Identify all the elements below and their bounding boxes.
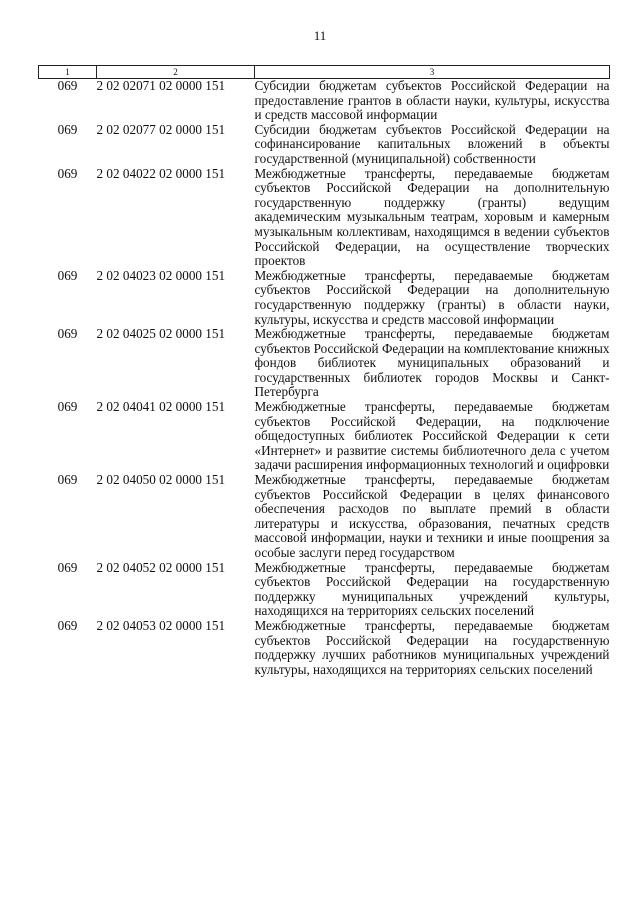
revenue-code-cell: 2 02 04022 02 0000 151 [96, 165, 226, 181]
admin-code-cell: 069 [57, 267, 78, 283]
table-row [39, 167, 610, 269]
revenue-code-cell: 2 02 04050 02 0000 151 [96, 472, 226, 488]
revenue-code-cell: 2 02 04052 02 0000 151 [96, 559, 226, 575]
admin-code-cell: 069 [57, 559, 78, 575]
table-row [39, 619, 610, 677]
description-cell: Межбюджетные трансферты, передаваемые бюджетам субъектов Российской Федерации на дополнительную государственную поддержку (гранты) в области науки, культуры, искусства и средств массовой информации [254, 267, 610, 327]
table-row [39, 269, 610, 327]
column-header-2: 2 [97, 66, 255, 79]
page-number: 11 [313, 28, 327, 43]
table-row [39, 79, 610, 123]
description-cell: Субсидии бюджетам субъектов Российской Федерации на софинансирование капитальных вложений в объекты государственной (муниципальной) собственности [254, 121, 610, 166]
description-cell: Субсидии бюджетам субъектов Российской Федерации на предоставление грантов в области науки, культуры, искусства и средств массовой информации [254, 78, 610, 123]
description-cell: Межбюджетные трансферты, передаваемые бюджетам субъектов Российской Федерации на государственную поддержку лучших работников муниципальных учреждений культуры, находящихся на территориях сельских поселений [254, 617, 610, 677]
description-cell: Межбюджетные трансферты, передаваемые бюджетам субъектов Российской Федерации на дополнительную государственную поддержку (гранты) ведущим академическим музыкальным театрам, хоровым и камерным музыкальным коллективам, находящимся в ведении субъектов Российской Федерации, на осуществление творческих проектов [254, 165, 610, 269]
revenue-code-cell: 2 02 04023 02 0000 151 [96, 267, 226, 283]
admin-code-cell: 069 [57, 472, 78, 488]
budget-code-table [38, 65, 610, 677]
admin-code-cell: 069 [57, 78, 78, 93]
revenue-code-cell: 2 02 04041 02 0000 151 [96, 399, 226, 415]
table-row [39, 123, 610, 167]
table-row [39, 400, 610, 473]
column-header-1: 1 [39, 66, 97, 79]
revenue-code-cell: 2 02 02071 02 0000 151 [96, 78, 226, 93]
revenue-code-cell: 2 02 04053 02 0000 151 [96, 617, 226, 633]
description-cell: Межбюджетные трансферты, передаваемые бюджетам субъектов Российской Федерации на комплектование книжных фондов библиотек муниципальных образований и государственных библиотек городов Москвы и Санкт-Петербурга [254, 326, 610, 400]
description-cell: Межбюджетные трансферты, передаваемые бюджетам субъектов Российской Федерации в целях финансового обеспечения расходов по выплате премий в области литературы и искусства, образования, печатных средств массовой информации, науки и техники и иные поощрения за особые заслуги перед государством [254, 472, 610, 560]
admin-code-cell: 069 [57, 399, 78, 415]
description-cell: Межбюджетные трансферты, передаваемые бюджетам субъектов Российской Федерации на государственную поддержку муниципальных учреждений культуры, находящихся на территориях сельских поселений [254, 559, 610, 619]
column-header-3: 3 [255, 66, 610, 79]
table-row [39, 327, 610, 400]
admin-code-cell: 069 [57, 121, 78, 137]
revenue-code-cell: 2 02 04025 02 0000 151 [96, 326, 226, 342]
revenue-code-cell: 2 02 02077 02 0000 151 [96, 121, 226, 137]
table-header-row [39, 66, 610, 79]
table-row [39, 473, 610, 561]
description-cell: Межбюджетные трансферты, передаваемые бюджетам субъектов Российской Федерации, на подключение общедоступных библиотек Российской Федерации к сети «Интернет» и развитие системы библиотечного дела с учетом задачи расширения информационных технологий и оцифровки [254, 399, 610, 473]
table-row [39, 561, 610, 619]
admin-code-cell: 069 [57, 617, 78, 633]
admin-code-cell: 069 [57, 165, 78, 181]
admin-code-cell: 069 [57, 326, 78, 342]
